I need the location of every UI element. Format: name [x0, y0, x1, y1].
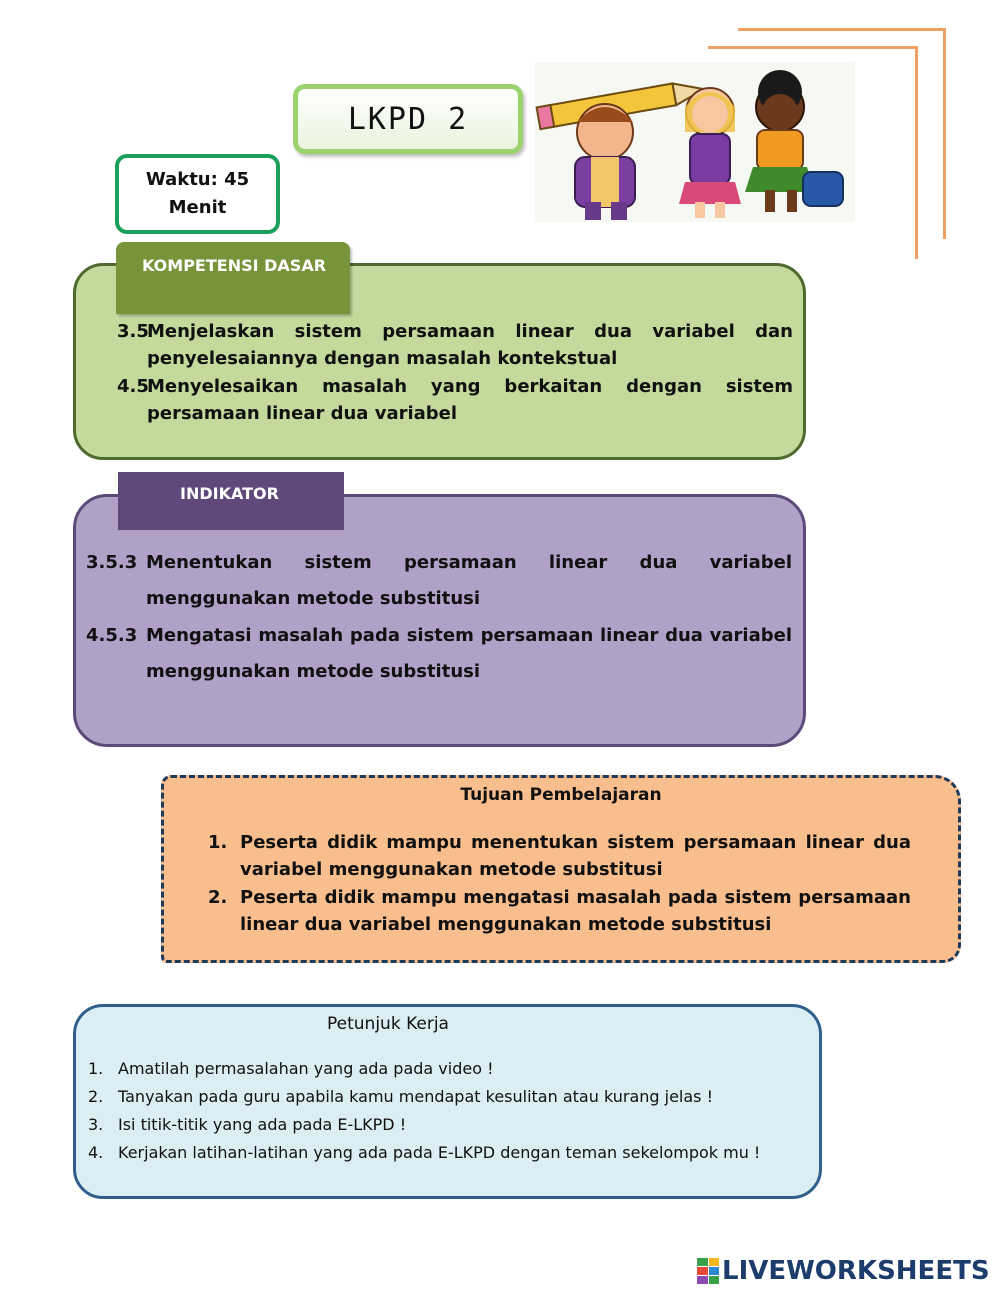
time-box [115, 154, 280, 234]
indikator-item [86, 545, 792, 617]
indikator-item-number: 4.5.3 [86, 625, 138, 646]
liveworksheets-brand[interactable] [697, 1256, 990, 1286]
indikator-item-number: 3.5.3 [86, 552, 138, 573]
petunjuk-item [88, 1139, 808, 1166]
petunjuk-item-number: 3. [88, 1115, 104, 1134]
petunjuk-item-number: 2. [88, 1087, 104, 1106]
kd-item-text: Menyelesaikan masalah yang berkaitan dengan sistem persamaan linear dua variabel [147, 376, 793, 424]
kd-item-number: 4.5 [117, 376, 149, 397]
tujuan-pembelajaran-title: Tujuan Pembelajaran [460, 785, 662, 805]
petunjuk-item [88, 1111, 808, 1138]
petunjuk-item [88, 1055, 808, 1082]
petunjuk-item-text: Amatilah permasalahan yang ada pada video ! [118, 1059, 494, 1078]
kd-item-text: Menjelaskan sistem persamaan linear dua variabel dan penyelesaiannya dengan masalah kontekstual [147, 321, 793, 369]
brand-name: LIVEWORKSHEETS [722, 1256, 990, 1286]
children-illustration [535, 62, 855, 222]
petunjuk-item-number: 1. [88, 1059, 104, 1078]
petunjuk-list [88, 1055, 808, 1167]
indikator-item-text: Menentukan sistem persamaan linear dua variabel menggunakan metode substitusi [146, 552, 792, 609]
kd-item-number: 3.5 [117, 321, 149, 342]
petunjuk-item-text: Kerjakan latihan-latihan yang ada pada E-LKPD dengan teman sekelompok mu ! [118, 1143, 761, 1162]
tujuan-item-number: 1. [208, 832, 228, 853]
page-title: LKPD 2 [293, 84, 523, 154]
petunjuk-item-text: Isi titik-titik yang ada pada E-LKPD ! [118, 1115, 407, 1134]
tujuan-item [208, 829, 911, 883]
tujuan-item [208, 884, 911, 938]
indikator-item [86, 618, 792, 690]
kd-item [117, 373, 793, 427]
petunjuk-item-number: 4. [88, 1143, 104, 1162]
petunjuk-item-text: Tanyakan pada guru apabila kamu mendapat kesulitan atau kurang jelas ! [118, 1087, 713, 1106]
tujuan-item-number: 2. [208, 887, 228, 908]
liveworksheets-logo-icon [697, 1258, 719, 1284]
kompetensi-dasar-list [117, 318, 793, 428]
time-line2: Menit [168, 197, 227, 218]
tujuan-list [208, 829, 911, 939]
petunjuk-kerja-title: Petunjuk Kerja [327, 1014, 449, 1034]
time-line1: Waktu: 45 [145, 169, 250, 190]
kd-item [117, 318, 793, 372]
tujuan-item-text: Peserta didik mampu mengatasi masalah pada sistem persamaan linear dua variabel menggunakan metode substitusi [240, 887, 911, 935]
petunjuk-item [88, 1083, 808, 1110]
indikator-label: INDIKATOR [118, 472, 344, 530]
tujuan-item-text: Peserta didik mampu menentukan sistem persamaan linear dua variabel menggunakan metode substitusi [240, 832, 911, 880]
indikator-item-text: Mengatasi masalah pada sistem persamaan linear dua variabel menggunakan metode substitusi [146, 625, 792, 682]
kompetensi-dasar-label: KOMPETENSI DASAR [116, 242, 350, 314]
indikator-list [86, 545, 792, 691]
